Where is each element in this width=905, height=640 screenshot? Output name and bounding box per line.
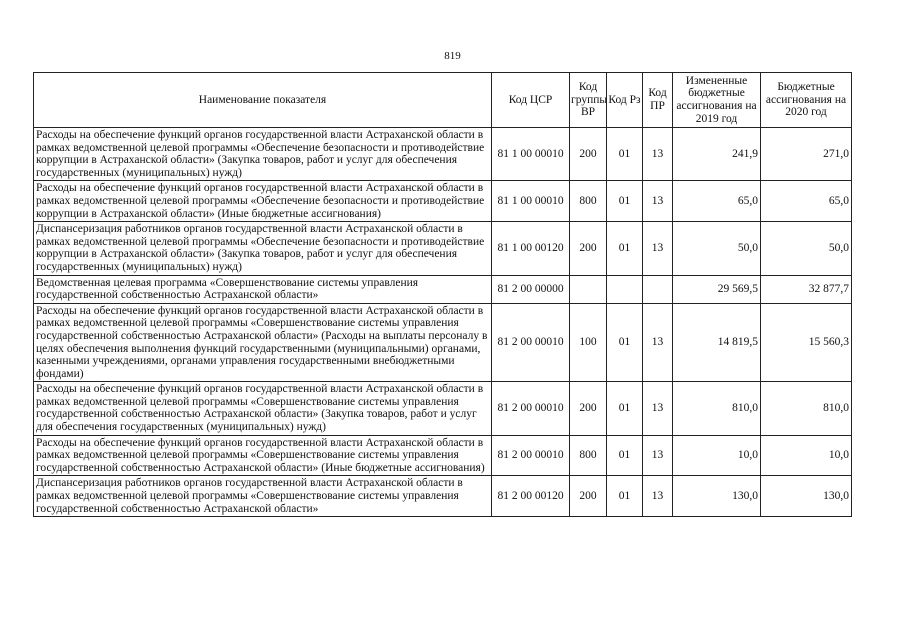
- row-rz: [607, 275, 643, 303]
- row-name: Расходы на обеспечение функций органов государственной власти Астраханской области в рамках ведомственной целевой программы «Совершенствование системы управления государственной собственностью Астраханской области» (Закупка товаров, работ и услуг для обеспечения государственных (муниципальных) нужд): [34, 382, 492, 435]
- row-vr: 200: [570, 128, 607, 181]
- row-name: Диспансеризация работников органов государственной власти Астраханской области в рамках ведомственной целевой программы «Обеспечение безопасности и противодействие коррупции в Астраханской области» (Закупка товаров, работ и услуг для обеспечения государственных (муниципальных) нужд): [34, 222, 492, 275]
- row-2020: 810,0: [761, 382, 852, 435]
- row-2020: 130,0: [761, 476, 852, 517]
- table-header-row: [34, 73, 852, 128]
- header-csr: Код ЦСР: [492, 73, 570, 128]
- row-2019: 810,0: [673, 382, 761, 435]
- row-2020: 50,0: [761, 222, 852, 275]
- row-2019: 14 819,5: [673, 303, 761, 382]
- table-row: [34, 303, 852, 382]
- table-row: [34, 128, 852, 181]
- row-vr: [570, 275, 607, 303]
- row-pr: 13: [643, 435, 673, 476]
- row-name: Ведомственная целевая программа «Совершенствование системы управления государственной собственностью Астраханской области»: [34, 275, 492, 303]
- header-rz: Код Рз: [607, 73, 643, 128]
- row-csr: 81 1 00 00010: [492, 128, 570, 181]
- row-2019: 10,0: [673, 435, 761, 476]
- row-2020: 10,0: [761, 435, 852, 476]
- table-row: [34, 275, 852, 303]
- row-2020: 65,0: [761, 181, 852, 222]
- row-2020: 32 877,7: [761, 275, 852, 303]
- row-csr: 81 2 00 00120: [492, 476, 570, 517]
- header-name: Наименование показателя: [34, 73, 492, 128]
- row-csr: 81 2 00 00010: [492, 303, 570, 382]
- row-rz: 01: [607, 222, 643, 275]
- row-csr: 81 2 00 00000: [492, 275, 570, 303]
- row-2019: 130,0: [673, 476, 761, 517]
- row-vr: 200: [570, 382, 607, 435]
- row-2020: 15 560,3: [761, 303, 852, 382]
- row-csr: 81 2 00 00010: [492, 435, 570, 476]
- row-rz: 01: [607, 303, 643, 382]
- row-name: Расходы на обеспечение функций органов государственной власти Астраханской области в рамках ведомственной целевой программы «Совершенствование системы управления государственной собственностью Астраханской области» (Иные бюджетные ассигнования): [34, 435, 492, 476]
- row-2020: 271,0: [761, 128, 852, 181]
- header-2020: Бюджетные ассигнования на 2020 год: [761, 73, 852, 128]
- row-name: Расходы на обеспечение функций органов государственной власти Астраханской области в рамках ведомственной целевой программы «Обеспечение безопасности и противодействие коррупции в Астраханской области» (Закупка товаров, работ и услуг для обеспечения государственных (муниципальных) нужд): [34, 128, 492, 181]
- row-pr: [643, 275, 673, 303]
- row-2019: 241,9: [673, 128, 761, 181]
- row-vr: 200: [570, 222, 607, 275]
- row-2019: 29 569,5: [673, 275, 761, 303]
- row-2019: 50,0: [673, 222, 761, 275]
- budget-table: [33, 72, 852, 517]
- row-rz: 01: [607, 435, 643, 476]
- row-vr: 200: [570, 476, 607, 517]
- row-vr: 800: [570, 181, 607, 222]
- row-pr: 13: [643, 128, 673, 181]
- header-2019: Измененные бюджетные ассигнования на 2019 год: [673, 73, 761, 128]
- row-name: Диспансеризация работников органов государственной власти Астраханской области в рамках ведомственной целевой программы «Совершенствование системы управления государственной собственностью Астраханской области»: [34, 476, 492, 517]
- row-pr: 13: [643, 382, 673, 435]
- row-name: Расходы на обеспечение функций органов государственной власти Астраханской области в рамках ведомственной целевой программы «Совершенствование системы управления государственной собственностью Астраханской области» (Расходы на выплаты персоналу в целях обеспечения выполнения функций государственными (муниципальными) органами, казенными учреждениями, органами управления государственными внебюджетными фондами): [34, 303, 492, 382]
- table-row: [34, 181, 852, 222]
- table-row: [34, 435, 852, 476]
- row-pr: 13: [643, 181, 673, 222]
- row-name: Расходы на обеспечение функций органов государственной власти Астраханской области в рамках ведомственной целевой программы «Обеспечение безопасности и противодействие коррупции в Астраханской области» (Иные бюджетные ассигнования): [34, 181, 492, 222]
- row-rz: 01: [607, 128, 643, 181]
- row-2019: 65,0: [673, 181, 761, 222]
- table-row: [34, 476, 852, 517]
- row-rz: 01: [607, 181, 643, 222]
- row-pr: 13: [643, 476, 673, 517]
- row-vr: 800: [570, 435, 607, 476]
- row-csr: 81 1 00 00010: [492, 181, 570, 222]
- header-pr: Код ПР: [643, 73, 673, 128]
- page-number: 819: [444, 50, 461, 62]
- header-vr: Код группы ВР: [570, 73, 607, 128]
- row-rz: 01: [607, 382, 643, 435]
- row-pr: 13: [643, 303, 673, 382]
- row-rz: 01: [607, 476, 643, 517]
- table-row: [34, 382, 852, 435]
- table-row: [34, 222, 852, 275]
- row-csr: 81 2 00 00010: [492, 382, 570, 435]
- row-vr: 100: [570, 303, 607, 382]
- row-csr: 81 1 00 00120: [492, 222, 570, 275]
- row-pr: 13: [643, 222, 673, 275]
